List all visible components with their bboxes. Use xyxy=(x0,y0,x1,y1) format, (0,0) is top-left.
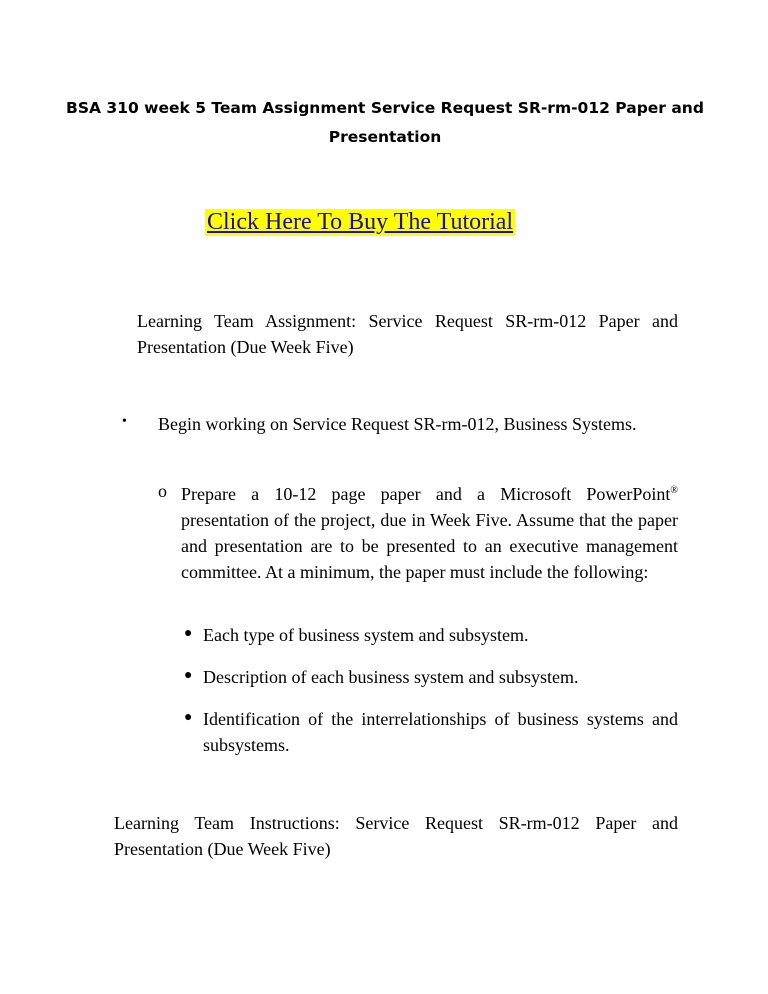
registered-mark: ® xyxy=(670,485,678,496)
list-item: Description of each business system and subsystem. xyxy=(203,667,579,687)
sub-bullet-prepare xyxy=(181,478,678,585)
bullet-icon: ● xyxy=(184,626,193,641)
document-title: BSA 310 week 5 Team Assignment Service Request SR-rm-012 Paper and Presentation xyxy=(66,99,704,146)
sub-bullet-text-rest: presentation of the project, due in Week Five. Assume that the paper and presentation are to be presented to an executive management committee. At a minimum, the paper must include the following: xyxy=(181,510,678,582)
sub-bullet-text: Prepare a 10-12 page paper and a Microsoft PowerPoint xyxy=(181,484,671,504)
circle-bullet-icon: o xyxy=(158,481,167,501)
bullet-begin-working: Begin working on Service Request SR-rm-012, Business Systems. xyxy=(158,414,637,434)
intro-paragraph: Learning Team Assignment: Service Request SR-rm-012 Paper and Presentation (Due Week Five) xyxy=(137,311,678,357)
bullet-icon: ● xyxy=(184,668,193,683)
instructions-paragraph: Learning Team Instructions: Service Request SR-rm-012 Paper and Presentation (Due Week Five) xyxy=(114,813,678,859)
list-item: Each type of business system and subsystem. xyxy=(203,625,529,645)
list-item: Identification of the interrelationships of business systems and subsystems. xyxy=(203,709,678,755)
bullet-icon: ● xyxy=(184,710,193,725)
buy-tutorial-link[interactable]: Click Here To Buy The Tutorial xyxy=(207,209,514,235)
bullet-icon: • xyxy=(122,414,127,429)
